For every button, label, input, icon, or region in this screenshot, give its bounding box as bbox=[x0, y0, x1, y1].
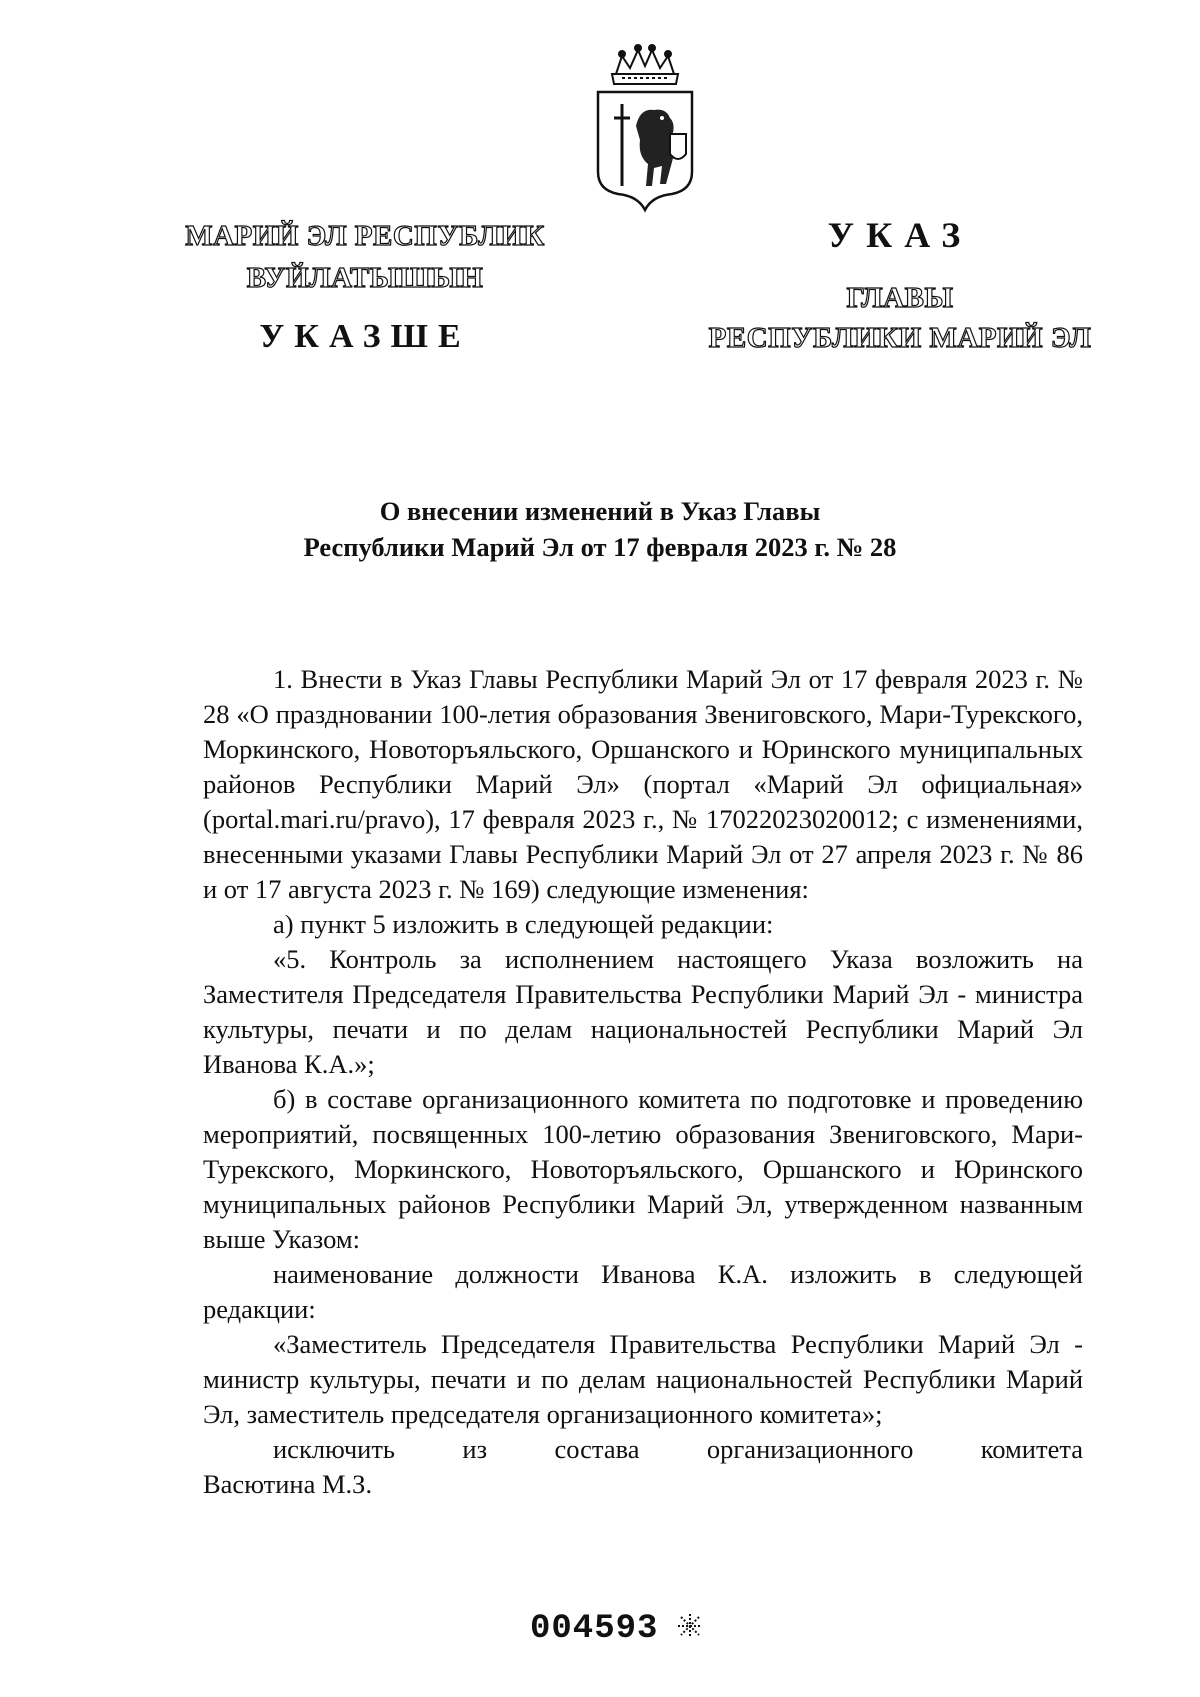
asterisk-stamp-icon bbox=[676, 1612, 704, 1640]
header-left-line1: МАРИЙ ЭЛ РЕСПУБЛИК bbox=[185, 220, 545, 252]
document-title bbox=[150, 493, 1050, 565]
paragraph-2: а) пункт 5 изложить в следующей редакции: bbox=[273, 909, 774, 939]
paragraph-6: «Заместитель Председателя Правительства Республики Марий Эл - министр культуры, печати и по делам национальностей Республики Марий Эл, заместитель председателя организационного комитета»; bbox=[203, 1329, 1083, 1429]
header-left-line2: ВУЙЛАТЫШЫН bbox=[246, 262, 484, 294]
header-right-line2: ГЛАВЫ bbox=[846, 282, 954, 314]
paragraph-1: 1. Внести в Указ Главы Республики Марий Эл от 17 февраля 2023 г. № 28 «О праздновании 100-летия образования Звениговского, Мари-Турекского, Моркинского, Новоторъяльского, Оршанского и Юринского муниципальных районов Республики Марий Эл» (портал «Марий Эл официальная» (portal.mari.ru/pravo), 17 февраля 2023 г., № 17022023020012; с изменениями, внесенными указами Главы Республики Марий Эл от 27 апреля 2023 г. № 86 и от 17 августа 2023 г. № 169) следующие изменения: bbox=[203, 664, 1083, 904]
paragraph-5: наименование должности Иванова К.А. изложить в следующей редакции: bbox=[203, 1259, 1083, 1324]
title-line2: Республики Марий Эл от 17 февраля 2023 г. № 28 bbox=[303, 532, 897, 562]
paragraph-7-line2: Васютина М.З. bbox=[203, 1469, 373, 1499]
serial-number: 004593 bbox=[530, 1610, 659, 1648]
paragraph-7-line1: исключить из состава организационного комитета bbox=[273, 1434, 1083, 1464]
document-body bbox=[203, 662, 1083, 1502]
header-right-decree-word: УКАЗ bbox=[827, 215, 973, 255]
title-line1: О внесении изменений в Указ Главы bbox=[379, 496, 821, 526]
coat-of-arms-emblem bbox=[592, 44, 698, 214]
header-left-decree-word: УКАЗШЕ bbox=[259, 318, 471, 355]
paragraph-4: б) в составе организационного комитета по подготовке и проведению мероприятий, посвященных 100-летию образования Звениговского, Мари-Турекского, Моркинского, Новоторъяльского, Оршанского и Юринского муниципальных районов Республики Марий Эл, утвержденном названным выше Указом: bbox=[203, 1084, 1083, 1254]
header-right-line3: РЕСПУБЛИКИ МАРИЙ ЭЛ bbox=[708, 322, 1092, 354]
paragraph-3: «5. Контроль за исполнением настоящего Указа возложить на Заместителя Председателя Правительства Республики Марий Эл - министра культуры, печати и по делам национальностей Республики Марий Эл Иванова К.А.»; bbox=[203, 944, 1083, 1079]
